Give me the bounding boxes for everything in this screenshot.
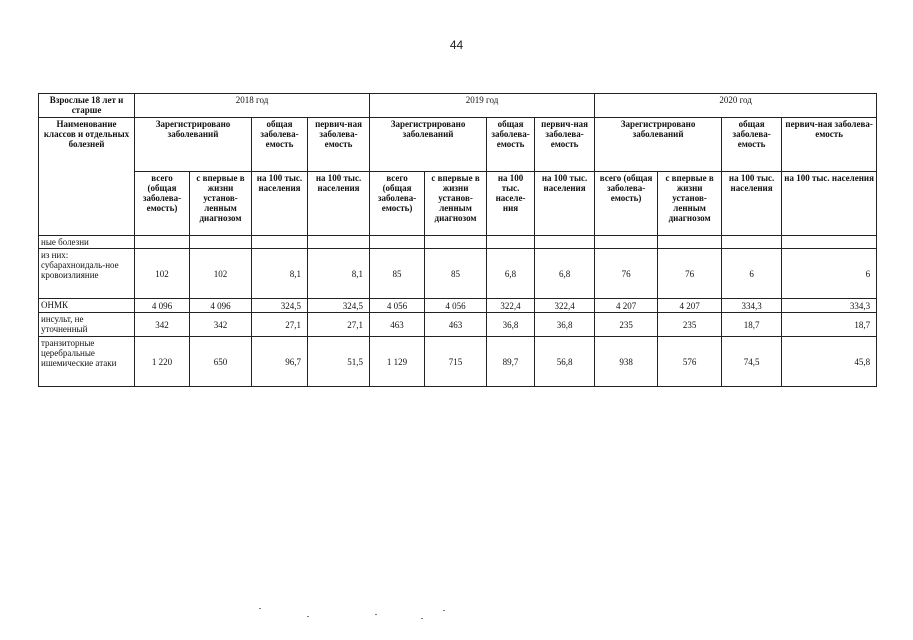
cell: 4 096: [190, 299, 252, 313]
sub-header: с впервые в жизни установ-ленным диагнозом: [425, 172, 487, 236]
table-row: [39, 313, 877, 337]
cell: 85: [370, 249, 425, 299]
cell: 650: [190, 337, 252, 387]
cell: 463: [425, 313, 487, 337]
row-label: из них: субарахноидаль-ное кровоизлияние: [39, 249, 135, 299]
cell: 27,1: [308, 313, 370, 337]
cell: 334,3: [722, 299, 782, 313]
sub-header: всего (общая заболева-емость): [595, 172, 658, 236]
sub-header: с впервые в жизни установ-ленным диагнозом: [658, 172, 722, 236]
scan-specks: [255, 606, 455, 626]
table-row: [39, 337, 877, 387]
cell: 235: [658, 313, 722, 337]
cell: 6: [722, 249, 782, 299]
sub-header: всего (общая заболева-емость): [135, 172, 190, 236]
cell: 235: [595, 313, 658, 337]
cell: 715: [425, 337, 487, 387]
cell: 8,1: [252, 249, 308, 299]
cell: [658, 236, 722, 249]
cell: 322,4: [487, 299, 535, 313]
cell: [782, 236, 877, 249]
primary-header-2018: первич-ная заболева-емость: [308, 118, 370, 172]
cell: 342: [190, 313, 252, 337]
sub-header: на 100 тыс. населения: [252, 172, 308, 236]
corner-label: Взрослые 18 лет и старше: [39, 94, 135, 118]
cell: [535, 236, 595, 249]
cell: 18,7: [782, 313, 877, 337]
sub-header: на 100 тыс. населения: [722, 172, 782, 236]
general-header-2018: общая заболева-емость: [252, 118, 308, 172]
cell: 96,7: [252, 337, 308, 387]
cell: 76: [658, 249, 722, 299]
sub-header: с впервые в жизни установ-ленным диагнозом: [190, 172, 252, 236]
cell: 27,1: [252, 313, 308, 337]
primary-header-2020: первич-ная заболева-емость: [782, 118, 877, 172]
cell: 36,8: [487, 313, 535, 337]
cell: [722, 236, 782, 249]
registered-header-2019: Зарегистрировано заболеваний: [370, 118, 487, 172]
cell: 89,7: [487, 337, 535, 387]
cell: 85: [425, 249, 487, 299]
cell: 6,8: [535, 249, 595, 299]
cell: 324,5: [308, 299, 370, 313]
sub-header: на 100 тыс. населения: [782, 172, 877, 236]
cell: 8,1: [308, 249, 370, 299]
cell: 102: [135, 249, 190, 299]
cell: 463: [370, 313, 425, 337]
table-row: [39, 299, 877, 313]
table-row: [39, 236, 877, 249]
cell: 51,5: [308, 337, 370, 387]
header-row-years: [39, 94, 877, 118]
cell: [370, 236, 425, 249]
row-label: ОНМК: [39, 299, 135, 313]
cell: [425, 236, 487, 249]
cell: 36,8: [535, 313, 595, 337]
header-row-groups: [39, 118, 877, 172]
cell: 76: [595, 249, 658, 299]
cell: 576: [658, 337, 722, 387]
row-label: транзиторные церебральные ишемические атаки: [39, 337, 135, 387]
primary-header-2019: первич-ная заболева-емость: [535, 118, 595, 172]
header-row-sub: [39, 172, 877, 236]
year-header-2019: 2019 год: [370, 94, 595, 118]
cell: 4 096: [135, 299, 190, 313]
year-header-2020: 2020 год: [595, 94, 877, 118]
cell: 18,7: [722, 313, 782, 337]
cell: 6,8: [487, 249, 535, 299]
cell: 4 056: [425, 299, 487, 313]
cell: 4 207: [595, 299, 658, 313]
class-label: Наименование классов и отдельных болезней: [39, 118, 135, 236]
cell: 6: [782, 249, 877, 299]
cell: [190, 236, 252, 249]
cell: 56,8: [535, 337, 595, 387]
cell: 334,3: [782, 299, 877, 313]
cell: [308, 236, 370, 249]
cell: [135, 236, 190, 249]
cell: [595, 236, 658, 249]
cell: 4 207: [658, 299, 722, 313]
cell: 4 056: [370, 299, 425, 313]
cell: 322,4: [535, 299, 595, 313]
general-header-2020: общая заболева-емость: [722, 118, 782, 172]
row-label: инсульт, не уточненный: [39, 313, 135, 337]
registered-header-2018: Зарегистрировано заболеваний: [135, 118, 252, 172]
sub-header: на 100 тыс. населе-ния: [487, 172, 535, 236]
cell: 74,5: [722, 337, 782, 387]
cell: 1 129: [370, 337, 425, 387]
cell: 342: [135, 313, 190, 337]
general-header-2019: общая заболева-емость: [487, 118, 535, 172]
sub-header: на 100 тыс. населения: [535, 172, 595, 236]
page-number: 44: [449, 38, 464, 52]
cell: 45,8: [782, 337, 877, 387]
morbidity-table: [38, 93, 877, 387]
registered-header-2020: Зарегистрировано заболеваний: [595, 118, 722, 172]
cell: [487, 236, 535, 249]
row-label: ные болезни: [39, 236, 135, 249]
table-row: [39, 249, 877, 299]
cell: 102: [190, 249, 252, 299]
year-header-2018: 2018 год: [135, 94, 370, 118]
cell: [252, 236, 308, 249]
cell: 324,5: [252, 299, 308, 313]
cell: 1 220: [135, 337, 190, 387]
sub-header: на 100 тыс. населения: [308, 172, 370, 236]
cell: 938: [595, 337, 658, 387]
sub-header: всего (общая заболева-емость): [370, 172, 425, 236]
